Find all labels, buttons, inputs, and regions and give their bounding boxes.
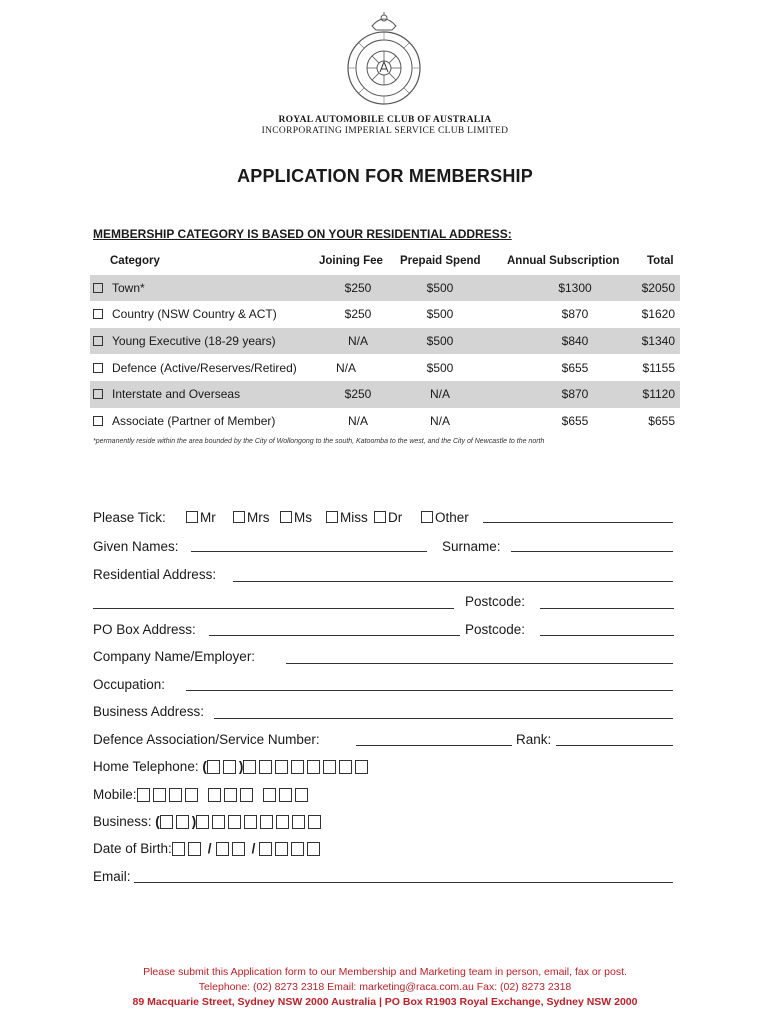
digit-box[interactable] <box>295 788 308 802</box>
prepaid-spend-cell: $500 <box>426 334 454 349</box>
business-address-field[interactable] <box>214 718 673 719</box>
title-mrs-checkbox[interactable] <box>233 511 245 523</box>
title-miss-label: Miss <box>340 510 368 525</box>
digit-box[interactable] <box>240 788 253 802</box>
rank-label: Rank: <box>516 732 552 747</box>
digit-box[interactable] <box>223 760 236 774</box>
category-label: Interstate and Overseas <box>112 387 241 402</box>
total-cell: $1340 <box>641 334 675 349</box>
digit-box[interactable] <box>292 815 305 829</box>
digit-box[interactable] <box>185 788 198 802</box>
total-cell: $2050 <box>641 280 675 295</box>
category-label: Country (NSW Country & ACT) <box>112 307 277 322</box>
annual-subscription-cell: $655 <box>561 413 589 428</box>
digit-box[interactable] <box>291 842 304 856</box>
column-header-prepaid-spend: Prepaid Spend <box>400 255 481 268</box>
occupation-field[interactable] <box>186 690 673 691</box>
digit-box[interactable] <box>224 788 237 802</box>
defence-number-field[interactable] <box>356 745 512 746</box>
digit-box[interactable] <box>169 788 182 802</box>
total-cell: $655 <box>648 413 675 428</box>
residential-postcode-field[interactable] <box>540 608 674 609</box>
business-phone-row: Business: ( ) <box>93 814 324 829</box>
title-miss-checkbox[interactable] <box>326 511 338 523</box>
digit-box[interactable] <box>212 815 225 829</box>
category-label: Associate (Partner of Member) <box>112 413 276 428</box>
digit-box[interactable] <box>172 842 185 856</box>
digit-box[interactable] <box>355 760 368 774</box>
digit-box[interactable] <box>307 760 320 774</box>
category-checkbox[interactable] <box>93 283 103 293</box>
table-row <box>90 301 680 328</box>
total-cell: $1120 <box>642 387 675 402</box>
business-phone-label: Business: <box>93 814 152 829</box>
table-header-row <box>90 248 680 275</box>
date-of-birth-row: Date of Birth: / / <box>93 841 323 856</box>
defence-number-label: Defence Association/Service Number: <box>93 732 320 747</box>
business-address-label: Business Address: <box>93 704 205 719</box>
annual-subscription-cell: $870 <box>561 307 589 322</box>
digit-box[interactable] <box>188 842 201 856</box>
title-mr-checkbox[interactable] <box>186 511 198 523</box>
table-row <box>90 328 680 355</box>
category-checkbox[interactable] <box>93 309 103 319</box>
table-row <box>90 354 680 381</box>
form-title: APPLICATION FOR MEMBERSHIP <box>237 166 533 186</box>
joining-fee-cell: N/A <box>347 413 368 428</box>
digit-box[interactable] <box>160 815 173 829</box>
digit-box[interactable] <box>243 760 256 774</box>
digit-box[interactable] <box>228 815 241 829</box>
digit-box[interactable] <box>137 788 150 802</box>
digit-box[interactable] <box>308 815 321 829</box>
po-box-address-label: PO Box Address: <box>93 622 196 637</box>
joining-fee-cell: N/A <box>336 360 357 375</box>
category-label: Defence (Active/Reserves/Retired) <box>112 360 297 375</box>
annual-subscription-cell: $655 <box>561 360 589 375</box>
title-ms-label: Ms <box>294 510 312 525</box>
title-ms-checkbox[interactable] <box>280 511 292 523</box>
po-box-postcode-label: Postcode: <box>465 622 526 637</box>
digit-box[interactable] <box>275 842 288 856</box>
club-crest-icon <box>342 10 426 110</box>
company-label: Company Name/Employer: <box>93 649 256 664</box>
column-header-annual-subscription: Annual Subscription <box>507 255 620 268</box>
column-header-total: Total <box>647 255 674 268</box>
total-cell: $1155 <box>642 360 675 375</box>
residential-address-line2-field[interactable] <box>93 608 454 609</box>
title-mrs-label: Mrs <box>247 510 270 525</box>
rank-field[interactable] <box>556 745 673 746</box>
footer-address: 89 Macquarie Street, Sydney NSW 2000 Australia | PO Box R1903 Royal Exchange, Sydney NSW 2000 <box>132 996 638 1008</box>
joining-fee-cell: $250 <box>344 307 372 322</box>
prepaid-spend-cell: $500 <box>426 280 454 295</box>
digit-box[interactable] <box>291 760 304 774</box>
residential-address-field[interactable] <box>233 581 673 582</box>
category-label: Town* <box>112 280 145 295</box>
title-other-label: Other <box>435 510 469 525</box>
annual-subscription-cell: $1300 <box>558 280 592 295</box>
po-box-postcode-field[interactable] <box>540 635 674 636</box>
joining-fee-cell: N/A <box>347 334 368 349</box>
digit-box[interactable] <box>275 760 288 774</box>
digit-box[interactable] <box>232 842 245 856</box>
category-checkbox[interactable] <box>93 416 103 426</box>
given-names-label: Given Names: <box>93 539 179 554</box>
digit-box[interactable] <box>323 760 336 774</box>
digit-box[interactable] <box>196 815 209 829</box>
title-dr-label: Dr <box>388 510 403 525</box>
prepaid-spend-cell: N/A <box>429 387 450 402</box>
membership-heading: MEMBERSHIP CATEGORY IS BASED ON YOUR RESIDENTIAL ADDRESS: <box>93 227 512 241</box>
digit-box[interactable] <box>259 760 272 774</box>
mobile-row <box>93 787 311 802</box>
digit-box[interactable] <box>263 788 276 802</box>
club-name: ROYAL AUTOMOBILE CLUB OF AUSTRALIA <box>278 115 492 125</box>
footer-contact: Telephone: (02) 8273 2318 Email: marketing@raca.com.au Fax: (02) 8273 2318 <box>198 981 572 993</box>
digit-box[interactable] <box>176 815 189 829</box>
table-row <box>90 408 680 435</box>
please-tick-label: Please Tick: <box>93 510 166 525</box>
footer-instructions: Please submit this Application form to our Membership and Marketing team in person, email, fax or post. <box>143 966 627 978</box>
surname-field[interactable] <box>511 551 673 552</box>
total-cell: $1620 <box>641 307 675 322</box>
prepaid-spend-cell: $500 <box>426 360 454 375</box>
prepaid-spend-cell: N/A <box>429 413 450 428</box>
occupation-label: Occupation: <box>93 677 166 692</box>
table-row <box>90 275 680 302</box>
category-checkbox[interactable] <box>93 336 103 346</box>
residential-postcode-label: Postcode: <box>465 594 526 609</box>
table-row <box>90 381 680 408</box>
digit-box[interactable] <box>339 760 352 774</box>
club-subtitle: INCORPORATING IMPERIAL SERVICE CLUB LIMITED <box>261 126 509 136</box>
email-label: Email: <box>93 869 131 884</box>
category-label: Young Executive (18-29 years) <box>112 334 276 349</box>
membership-table <box>90 248 680 434</box>
digit-box[interactable] <box>279 788 292 802</box>
surname-label: Surname: <box>442 539 501 554</box>
digit-box[interactable] <box>244 815 257 829</box>
joining-fee-cell: $250 <box>344 387 372 402</box>
column-header-joining-fee: Joining Fee <box>319 255 383 268</box>
digit-box[interactable] <box>207 760 220 774</box>
digit-box[interactable] <box>276 815 289 829</box>
digit-box[interactable] <box>208 788 221 802</box>
joining-fee-cell: $250 <box>344 280 372 295</box>
column-header-category: Category <box>110 255 160 268</box>
prepaid-spend-cell: $500 <box>426 307 454 322</box>
company-field[interactable] <box>286 663 673 664</box>
residential-address-label: Residential Address: <box>93 567 217 582</box>
email-field[interactable] <box>134 882 673 883</box>
category-checkbox[interactable] <box>93 389 103 399</box>
home-telephone-row: Home Telephone: ( ) <box>93 759 371 774</box>
annual-subscription-cell: $840 <box>561 334 589 349</box>
given-names-field[interactable] <box>191 551 427 552</box>
title-mr-label: Mr <box>200 510 216 525</box>
title-other-checkbox[interactable] <box>421 511 433 523</box>
residency-footnote: *permanently reside within the area bounded by the City of Wollongong to the south, Katoomba to the west, and the City of Newcastle to the north <box>93 438 545 445</box>
category-checkbox[interactable] <box>93 363 103 373</box>
digit-box[interactable] <box>216 842 229 856</box>
annual-subscription-cell: $870 <box>561 387 589 402</box>
home-telephone-label: Home Telephone: <box>93 759 199 774</box>
date-of-birth-label: Date of Birth: <box>93 841 172 856</box>
digit-box[interactable] <box>307 842 320 856</box>
title-dr-checkbox[interactable] <box>374 511 386 523</box>
digit-box[interactable] <box>259 842 272 856</box>
digit-box[interactable] <box>153 788 166 802</box>
other-title-field[interactable] <box>483 522 673 523</box>
mobile-label: Mobile: <box>93 787 137 802</box>
po-box-address-field[interactable] <box>209 635 460 636</box>
digit-box[interactable] <box>260 815 273 829</box>
